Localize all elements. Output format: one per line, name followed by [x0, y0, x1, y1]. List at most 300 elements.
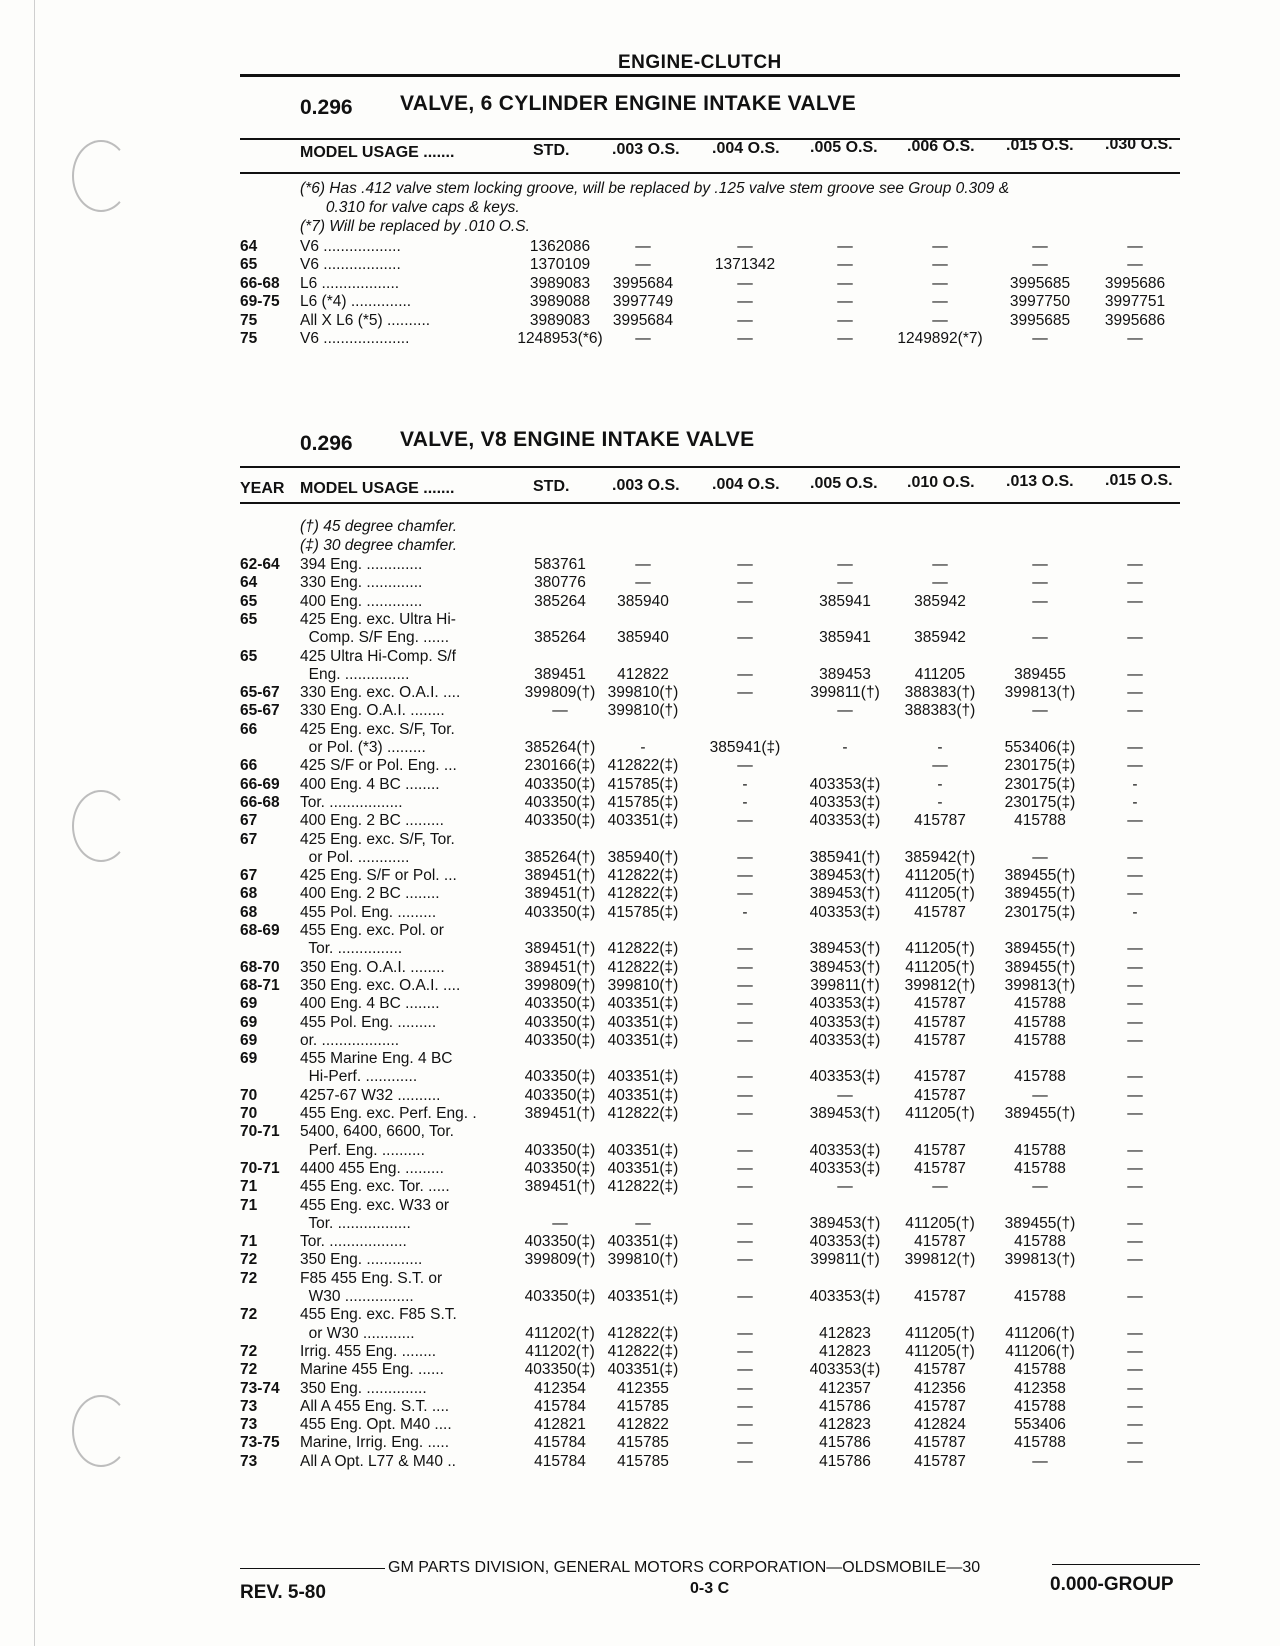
- s1-part-number-cell: —: [837, 238, 853, 255]
- s2-part-number-cell: —: [1032, 1452, 1048, 1470]
- s2-part-number-cell: 388383(†): [904, 684, 976, 702]
- s2-part-number-cell: 399810(†): [607, 1251, 679, 1269]
- s2-model-cell: All A Opt. L77 & M40 ..: [300, 1452, 456, 1470]
- s2-part-number-cell: —: [1127, 665, 1143, 683]
- s2-model-cell: or W30 ............: [300, 1324, 415, 1342]
- s2-model-cell: 425 Eng. S/F or Pol. ...: [300, 867, 457, 885]
- s2-part-number-cell: 403353(‡): [809, 1031, 881, 1049]
- s2-part-number-cell: —: [1032, 556, 1048, 573]
- s2-part-number-cell: -: [937, 739, 943, 756]
- s2-part-number-cell: —: [1127, 1233, 1143, 1251]
- section2-title: VALVE, V8 ENGINE INTAKE VALVE: [400, 428, 755, 451]
- s2-part-number-cell: 403350(‡): [524, 1068, 596, 1086]
- s2-part-number-cell: 415788: [1014, 1361, 1066, 1379]
- s1-part-number-cell: 1370109: [529, 256, 591, 274]
- s2-row: [0, 904, 1280, 922]
- s2-part-number-cell: —: [737, 574, 753, 592]
- s2-part-number-cell: —: [1127, 1141, 1143, 1159]
- s2-model-cell: 425 S/F or Pol. Eng. ...: [300, 757, 457, 775]
- s2-part-number-cell: —: [1127, 976, 1143, 994]
- s2-part-number-cell: -: [1132, 793, 1138, 811]
- s2-part-number-cell: —: [932, 574, 948, 592]
- s2-part-number-cell: 415787: [914, 1086, 966, 1104]
- s2-part-number-cell: 415787: [914, 1452, 966, 1470]
- s2-part-number-cell: —: [737, 1416, 753, 1434]
- s1-part-number-cell: —: [1032, 238, 1048, 255]
- s1-part-number-cell: 3995686: [1104, 311, 1166, 329]
- s2-part-number-cell: 403351(‡): [607, 1141, 679, 1159]
- s2-year-cell: 70-71: [240, 1159, 280, 1177]
- s1-part-number-cell: 3997751: [1104, 293, 1166, 311]
- s2-part-number-cell: -: [742, 775, 748, 793]
- s2-part-number-cell: -: [1132, 775, 1138, 793]
- s2-row: [0, 794, 1280, 812]
- footer-page-number: 0-3 C: [690, 1580, 730, 1597]
- s2-part-number-cell: —: [737, 1342, 753, 1360]
- s2-part-number-cell: 385941(†): [809, 848, 881, 866]
- s2-part-number-cell: 403353(‡): [809, 1141, 881, 1159]
- s2-part-number-cell: 403353(‡): [809, 793, 881, 811]
- s2-part-number-cell: —: [1127, 1416, 1143, 1434]
- s2-part-number-cell: 399811(†): [810, 976, 880, 994]
- s2-part-number-cell: 403353(‡): [809, 1159, 881, 1177]
- s2-part-number-cell: —: [1127, 629, 1143, 647]
- s1-part-number-cell: —: [737, 293, 753, 311]
- s2-part-number-cell: 411205(†): [905, 958, 975, 976]
- s2-part-number-cell: —: [737, 867, 753, 885]
- s2-col-model: MODEL USAGE .......: [300, 480, 455, 497]
- s1-part-number-cell: 1248953(*6): [517, 330, 603, 347]
- s2-col-013: .013 O.S.: [1006, 473, 1074, 490]
- s2-part-number-cell: 403353(‡): [809, 903, 881, 921]
- s2-row: [0, 666, 1280, 684]
- s2-part-number-cell: —: [635, 574, 651, 592]
- s2-part-number-cell: 415785: [617, 1452, 669, 1470]
- s2-model-cell: 350 Eng. exc. O.A.I. ....: [300, 976, 461, 994]
- s1-part-number-cell: —: [837, 256, 853, 274]
- s2-part-number-cell: —: [737, 1379, 753, 1397]
- s2-year-cell: 65-67: [240, 684, 280, 702]
- s1-part-number-cell: —: [1032, 330, 1048, 347]
- footer-revision: REV. 5-80: [240, 1582, 326, 1603]
- s2-model-cell: 400 Eng. 2 BC ........: [300, 885, 440, 903]
- s2-part-number-cell: 415787: [914, 1031, 966, 1049]
- s2-part-number-cell: 389453: [819, 665, 871, 683]
- s2-year-cell: 65: [240, 610, 258, 628]
- s2-year-cell: 73: [240, 1416, 258, 1434]
- s2-part-number-cell: —: [837, 702, 853, 720]
- s1-model-cell: V6 ..................: [300, 256, 401, 274]
- s2-row: [0, 739, 1280, 757]
- s2-model-cell: 350 Eng. .............: [300, 1251, 423, 1269]
- s2-part-number-cell: 403350(‡): [524, 1086, 596, 1104]
- s2-part-number-cell: —: [932, 1178, 948, 1196]
- s2-part-number-cell: —: [1127, 1342, 1143, 1360]
- s2-part-number-cell: 411205(†): [905, 1105, 975, 1122]
- s2-col-std: STD.: [533, 478, 570, 495]
- s2-part-number-cell: —: [552, 702, 568, 720]
- s2-part-number-cell: 411206(†): [1005, 1342, 1075, 1360]
- s2-part-number-cell: -: [937, 793, 943, 811]
- s2-model-cell: 455 Eng. exc. F85 S.T.: [300, 1306, 457, 1324]
- s2-part-number-cell: —: [1032, 592, 1048, 610]
- s2-part-number-cell: —: [1032, 702, 1048, 720]
- s2-note-1: (†) 45 degree chamfer.: [300, 518, 458, 535]
- s2-model-cell: 350 Eng. O.A.I. ........: [300, 958, 445, 976]
- s2-part-number-cell: 385264(†): [524, 848, 596, 866]
- s2-year-cell: 70-71: [240, 1123, 280, 1141]
- s2-model-cell: 425 Eng. exc. S/F, Tor.: [300, 720, 455, 738]
- s2-part-number-cell: 411205(†): [905, 885, 975, 903]
- s1-part-number-cell: —: [737, 238, 753, 255]
- s2-part-number-cell: 415785: [617, 1397, 669, 1415]
- s2-part-number-cell: 412822(‡): [607, 757, 679, 775]
- s1-part-number-cell: —: [635, 330, 651, 347]
- s1-part-number-cell: 3995685: [1009, 274, 1071, 292]
- s2-part-number-cell: 403353(‡): [809, 1233, 881, 1251]
- s2-year-cell: 66-68: [240, 793, 280, 811]
- s2-part-number-cell: —: [1127, 1214, 1143, 1232]
- s2-row: [0, 1032, 1280, 1050]
- s2-part-number-cell: 389451(†): [524, 1105, 596, 1122]
- s2-part-number-cell: 403351(‡): [607, 1288, 679, 1305]
- section2-header-rule: [240, 502, 1180, 504]
- s2-year-cell: 68: [240, 885, 258, 903]
- s2-part-number-cell: 415788: [1014, 995, 1066, 1013]
- s2-part-number-cell: —: [1127, 958, 1143, 976]
- s2-part-number-cell: 411206(†): [1005, 1324, 1075, 1342]
- s2-part-number-cell: 385942: [914, 592, 966, 610]
- s2-model-cell: 350 Eng. ..............: [300, 1379, 427, 1397]
- s2-year-cell: 72: [240, 1251, 258, 1269]
- s2-year-cell: 69: [240, 995, 258, 1013]
- s2-model-cell: Marine 455 Eng. ......: [300, 1361, 444, 1379]
- s2-col-015: .015 O.S.: [1105, 472, 1173, 489]
- s2-year-cell: 73-75: [240, 1434, 280, 1452]
- s1-col-004: .004 O.S.: [712, 140, 780, 157]
- s2-part-number-cell: 403351(‡): [607, 1233, 679, 1251]
- s2-part-number-cell: —: [1032, 848, 1048, 866]
- s2-year-cell: 66: [240, 757, 258, 775]
- s2-part-number-cell: —: [737, 885, 753, 903]
- s2-part-number-cell: —: [1127, 848, 1143, 866]
- s2-part-number-cell: 403350(‡): [524, 1013, 596, 1031]
- s2-part-number-cell: —: [1127, 1288, 1143, 1305]
- s2-year-cell: 68-70: [240, 958, 280, 976]
- s2-part-number-cell: 385264: [534, 629, 586, 647]
- s2-part-number-cell: 385941: [819, 629, 871, 647]
- s2-row: [0, 757, 1280, 775]
- s2-row: [0, 1416, 1280, 1434]
- s2-part-number-cell: —: [1127, 1361, 1143, 1379]
- s2-part-number-cell: 415788: [1014, 1397, 1066, 1415]
- s2-part-number-cell: —: [737, 1233, 753, 1251]
- s2-part-number-cell: 385264(†): [524, 739, 596, 756]
- s2-part-number-cell: —: [737, 976, 753, 994]
- section1-number: 0.296: [300, 96, 353, 119]
- s2-part-number-cell: 399810(†): [607, 684, 679, 702]
- s2-part-number-cell: 415787: [914, 995, 966, 1013]
- s1-row: [0, 275, 1280, 293]
- s2-part-number-cell: 412823: [819, 1324, 871, 1342]
- s2-part-number-cell: —: [1127, 684, 1143, 702]
- s2-part-number-cell: -: [742, 793, 748, 811]
- s2-part-number-cell: 412822(‡): [607, 1342, 679, 1360]
- s2-part-number-cell: 389453(†): [809, 885, 881, 903]
- s2-year-cell: 73: [240, 1452, 258, 1470]
- s2-model-cell: 455 Eng. exc. Pol. or: [300, 922, 444, 939]
- s2-part-number-cell: 403353(‡): [809, 775, 881, 793]
- s2-part-number-cell: —: [1127, 867, 1143, 885]
- s2-part-number-cell: 389451(†): [524, 885, 596, 903]
- s2-part-number-cell: 403353(‡): [809, 812, 881, 830]
- s2-part-number-cell: —: [1127, 1031, 1143, 1049]
- s2-part-number-cell: 403350(‡): [524, 812, 596, 830]
- s2-part-number-cell: —: [737, 1251, 753, 1269]
- s2-part-number-cell: 385940: [617, 592, 669, 610]
- s2-row: [0, 1325, 1280, 1343]
- s2-model-cell: or Pol. (*3) .........: [300, 739, 426, 756]
- s2-part-number-cell: —: [1127, 812, 1143, 830]
- s2-part-number-cell: 412358: [1014, 1379, 1066, 1397]
- s2-part-number-cell: 399810(†): [607, 702, 679, 720]
- s2-part-number-cell: 403351(‡): [607, 995, 679, 1013]
- s2-row: [0, 1306, 1280, 1324]
- s2-part-number-cell: —: [737, 958, 753, 976]
- s2-part-number-cell: 403350(‡): [524, 775, 596, 793]
- s1-col-030: .030 O.S.: [1105, 136, 1173, 153]
- s2-part-number-cell: 412824: [914, 1416, 966, 1434]
- s1-row: [0, 256, 1280, 274]
- s1-row: [0, 238, 1280, 256]
- s2-part-number-cell: 399813(†): [1004, 1251, 1076, 1269]
- s2-model-cell: 400 Eng. .............: [300, 592, 423, 610]
- s2-row: [0, 629, 1280, 647]
- s2-row: [0, 867, 1280, 885]
- s2-part-number-cell: 415784: [534, 1434, 586, 1452]
- s2-row: [0, 648, 1280, 666]
- s2-part-number-cell: 411205(†): [905, 1342, 975, 1360]
- s2-part-number-cell: —: [1127, 574, 1143, 592]
- s2-part-number-cell: 230175(‡): [1004, 757, 1076, 775]
- s1-year-cell: 64: [240, 238, 258, 255]
- s2-part-number-cell: 412354: [534, 1379, 586, 1397]
- s2-part-number-cell: —: [837, 556, 853, 573]
- s2-model-cell: 455 Pol. Eng. .........: [300, 1013, 437, 1031]
- s2-part-number-cell: —: [1127, 1178, 1143, 1196]
- s2-part-number-cell: 230175(‡): [1004, 903, 1076, 921]
- s2-row: [0, 611, 1280, 629]
- s2-part-number-cell: 415788: [1014, 1068, 1066, 1086]
- s2-part-number-cell: 415787: [914, 1013, 966, 1031]
- s2-part-number-cell: —: [737, 940, 753, 958]
- s2-row: [0, 1014, 1280, 1032]
- s2-row: [0, 1105, 1280, 1123]
- s2-part-number-cell: 415788: [1014, 812, 1066, 830]
- s2-row: [0, 1050, 1280, 1068]
- s2-row: [0, 1288, 1280, 1306]
- s2-model-cell: Marine, Irrig. Eng. .....: [300, 1434, 450, 1452]
- s1-year-cell: 69-75: [240, 293, 280, 311]
- s1-part-number-cell: —: [1032, 256, 1048, 274]
- s2-part-number-cell: 403351(‡): [607, 812, 679, 830]
- s2-part-number-cell: 403351(‡): [607, 1031, 679, 1049]
- s1-part-number-cell: —: [932, 238, 948, 255]
- s2-part-number-cell: 403350(‡): [524, 995, 596, 1013]
- s2-part-number-cell: —: [737, 1068, 753, 1086]
- s2-row: [0, 1087, 1280, 1105]
- s2-part-number-cell: 412822(‡): [607, 885, 679, 903]
- s2-part-number-cell: 415788: [1014, 1233, 1066, 1251]
- s1-model-cell: L6 (*4) ..............: [300, 293, 412, 311]
- s2-part-number-cell: 412357: [819, 1379, 871, 1397]
- s2-part-number-cell: 411202(†): [525, 1342, 595, 1360]
- s2-part-number-cell: 403351(‡): [607, 1068, 679, 1086]
- s1-row: [0, 312, 1280, 330]
- s2-row: [0, 702, 1280, 720]
- s2-part-number-cell: —: [737, 1214, 753, 1232]
- s2-part-number-cell: —: [1127, 1013, 1143, 1031]
- s2-part-number-cell: —: [1127, 1324, 1143, 1342]
- s2-part-number-cell: —: [1127, 1379, 1143, 1397]
- s1-part-number-cell: 3989083: [529, 274, 591, 292]
- s2-col-010: .010 O.S.: [907, 474, 975, 491]
- s2-part-number-cell: 415788: [1014, 1013, 1066, 1031]
- s2-part-number-cell: 412821: [534, 1416, 586, 1434]
- s2-model-cell: or Pol. ............: [300, 848, 410, 866]
- s1-model-cell: L6 ..................: [300, 274, 400, 292]
- s2-model-cell: Irrig. 455 Eng. ........: [300, 1342, 437, 1360]
- s2-row: [0, 922, 1280, 940]
- s2-part-number-cell: 389453(†): [809, 940, 881, 958]
- s2-year-cell: 69: [240, 1031, 258, 1049]
- s2-model-cell: F85 455 Eng. S.T. or: [300, 1269, 443, 1287]
- s2-part-number-cell: —: [837, 1086, 853, 1104]
- s2-part-number-cell: 399811(†): [810, 1251, 880, 1269]
- s2-model-cell: 425 Ultra Hi-Comp. S/f: [300, 647, 456, 665]
- s2-part-number-cell: 389451(†): [524, 940, 596, 958]
- s2-part-number-cell: 385941: [819, 592, 871, 610]
- s2-part-number-cell: 415787: [914, 1141, 966, 1159]
- s2-part-number-cell: —: [737, 556, 753, 573]
- s2-part-number-cell: —: [737, 848, 753, 866]
- s2-row: [0, 831, 1280, 849]
- s2-part-number-cell: —: [737, 1013, 753, 1031]
- s2-part-number-cell: 230175(‡): [1004, 793, 1076, 811]
- s2-part-number-cell: —: [737, 1178, 753, 1196]
- s2-part-number-cell: 411205(†): [905, 1214, 975, 1232]
- s2-year-cell: 69: [240, 1050, 258, 1068]
- s2-part-number-cell: 385940(†): [607, 848, 679, 866]
- s2-part-number-cell: —: [1127, 1251, 1143, 1269]
- s2-part-number-cell: —: [1032, 1086, 1048, 1104]
- s2-year-cell: 72: [240, 1361, 258, 1379]
- s2-part-number-cell: 411205(†): [905, 940, 975, 958]
- s2-model-cell: 330 Eng. O.A.I. ........: [300, 702, 445, 720]
- s2-part-number-cell: 415788: [1014, 1159, 1066, 1177]
- s2-year-cell: 65: [240, 647, 258, 665]
- s2-part-number-cell: 385941(‡): [709, 739, 781, 756]
- s1-year-cell: 65: [240, 256, 258, 274]
- s2-part-number-cell: 399813(†): [1004, 976, 1076, 994]
- s2-part-number-cell: 389453(†): [809, 1214, 881, 1232]
- s2-year-cell: 72: [240, 1306, 258, 1324]
- s1-part-number-cell: —: [837, 330, 853, 347]
- s1-part-number-cell: 1371342: [714, 256, 776, 274]
- s2-year-cell: 64: [240, 574, 258, 592]
- s2-part-number-cell: 415785(‡): [607, 775, 679, 793]
- s2-part-number-cell: 415787: [914, 1233, 966, 1251]
- s1-year-cell: 75: [240, 330, 258, 347]
- s2-part-number-cell: 403350(‡): [524, 1141, 596, 1159]
- s2-note-2: (‡) 30 degree chamfer.: [300, 537, 458, 554]
- s1-part-number-cell: —: [635, 256, 651, 274]
- s2-part-number-cell: 412822(‡): [607, 867, 679, 885]
- s2-model-cell: 425 Eng. exc. Ultra Hi-: [300, 610, 456, 628]
- s2-col-005: .005 O.S.: [810, 475, 878, 492]
- section1-header-rule: [240, 172, 1180, 174]
- s2-year-cell: 67: [240, 812, 258, 830]
- s2-part-number-cell: —: [737, 1159, 753, 1177]
- s1-part-number-cell: —: [635, 238, 651, 255]
- s2-model-cell: 400 Eng. 4 BC ........: [300, 995, 440, 1013]
- s2-part-number-cell: 403350(‡): [524, 903, 596, 921]
- s2-col-year: YEAR: [240, 480, 285, 497]
- s1-part-number-cell: 3997749: [612, 293, 674, 311]
- s1-part-number-cell: —: [1127, 256, 1143, 274]
- s2-year-cell: 71: [240, 1178, 258, 1196]
- s2-model-cell: All A 455 Eng. S.T. ....: [300, 1397, 450, 1415]
- s2-part-number-cell: 411205: [914, 665, 966, 683]
- s2-part-number-cell: —: [1127, 1159, 1143, 1177]
- s2-part-number-cell: 403350(‡): [524, 1233, 596, 1251]
- s2-row: [0, 977, 1280, 995]
- s2-model-cell: Hi-Perf. ............: [300, 1068, 418, 1086]
- s2-row: [0, 812, 1280, 830]
- s2-part-number-cell: —: [1127, 1068, 1143, 1086]
- s2-part-number-cell: 403350(‡): [524, 1361, 596, 1379]
- s2-part-number-cell: —: [737, 592, 753, 610]
- s1-col-model: MODEL USAGE .......: [300, 144, 455, 161]
- s2-part-number-cell: —: [737, 1361, 753, 1379]
- s2-part-number-cell: 389451(†): [524, 867, 596, 885]
- s2-part-number-cell: —: [1127, 556, 1143, 573]
- s2-part-number-cell: 415788: [1014, 1031, 1066, 1049]
- s2-part-number-cell: —: [932, 757, 948, 775]
- s2-part-number-cell: 583761: [534, 556, 586, 573]
- s1-model-cell: All X L6 (*5) ..........: [300, 311, 431, 329]
- s1-model-cell: V6 ....................: [300, 330, 410, 347]
- s2-year-cell: 67: [240, 867, 258, 885]
- s2-year-cell: 71: [240, 1196, 258, 1214]
- s2-year-cell: 72: [240, 1269, 258, 1287]
- s2-model-cell: 330 Eng. exc. O.A.I. ....: [300, 684, 461, 702]
- s2-part-number-cell: 389455(†): [1004, 885, 1076, 903]
- s2-year-cell: 65-67: [240, 702, 280, 720]
- s2-part-number-cell: —: [737, 1452, 753, 1470]
- footer-rule-left: [240, 1568, 385, 1569]
- s1-part-number-cell: —: [1127, 330, 1143, 347]
- s2-part-number-cell: 412822(‡): [607, 1105, 679, 1122]
- s2-model-cell: 4400 455 Eng. .........: [300, 1159, 444, 1177]
- s2-row: [0, 995, 1280, 1013]
- s2-part-number-cell: 415785: [617, 1434, 669, 1452]
- s2-part-number-cell: 389455(†): [1004, 958, 1076, 976]
- s2-model-cell: 455 Eng. Opt. M40 ....: [300, 1416, 452, 1434]
- s2-row: [0, 556, 1280, 574]
- s2-model-cell: 455 Eng. exc. Tor. .....: [300, 1178, 450, 1196]
- s2-model-cell: Tor. ..................: [300, 1233, 407, 1251]
